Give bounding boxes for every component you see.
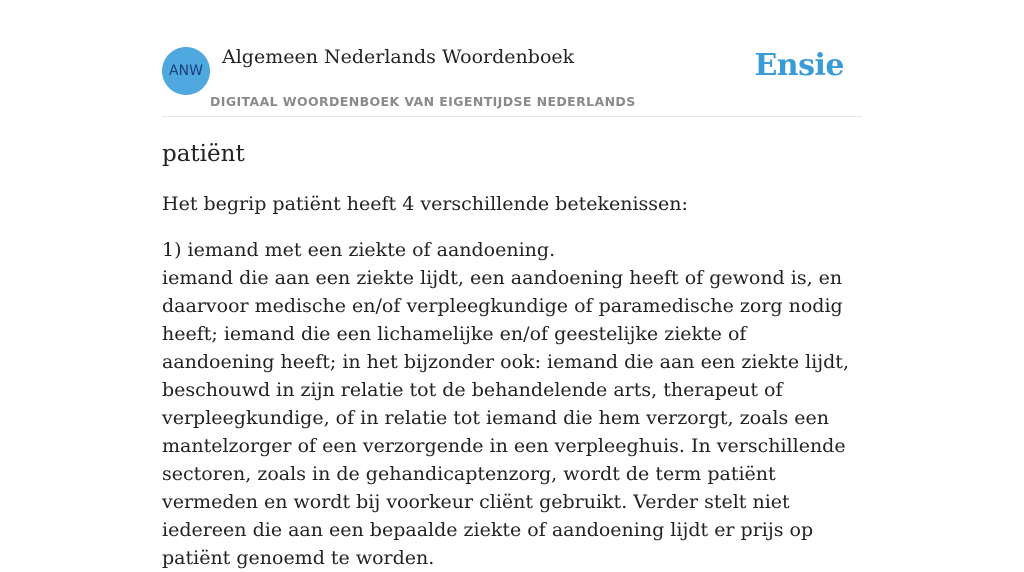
entry-intro: Het begrip patiënt heeft 4 verschillende betekenissen: [162,193,688,215]
site-subtitle: DIGITAAL WOORDENBOEK VAN EIGENTIJDSE NEDERLANDS [210,94,636,109]
meaning-1-heading: 1) iemand met een ziekte of aandoening. [162,239,556,261]
meaning-1-definition: iemand die aan een ziekte lijdt, een aandoening heeft of gewond is, en daarvoor medische en/of verpleegkundige of paramedische zorg nodig heeft; iemand die een lichamelijke en/of geestelijke ziekte of aandoening heeft; in het bijzonder ook: iemand die aan een ziekte lijdt, beschouwd in zijn relatie tot de behandelende arts, therapeut of verpleegkundige, of in relatie tot iemand die hem verzorgt, zoals een mantelzorger of een verzorgende in een verpleeghuis. In verschillende sectoren, zoals in de gehandicaptenzorg, wordt de term patiënt vermeden en wordt bij voorkeur cliënt gebruikt. Verder stelt niet iedereen die aan een bepaalde ziekte of aandoening lijdt er prijs op patiënt genoemd te worden. [162,267,849,569]
meaning-1 [162,236,862,572]
ensie-brand-link[interactable]: Ensie [754,48,844,83]
anw-logo[interactable] [162,47,210,95]
site-header [162,38,862,117]
site-title[interactable]: Algemeen Nederlands Woordenboek [222,46,575,68]
entry-content [162,136,862,572]
entry-title: patiënt [162,141,245,167]
logo-text: ANW [169,63,203,79]
